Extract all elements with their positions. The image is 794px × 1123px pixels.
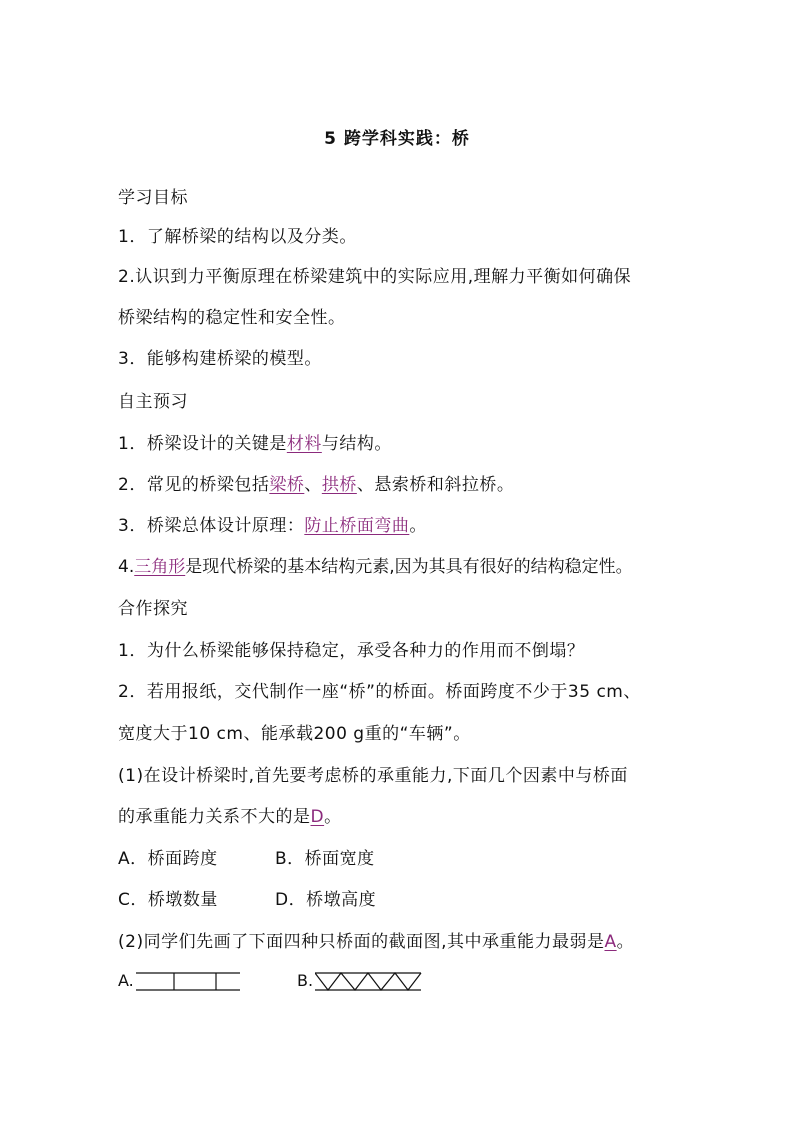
options-row-1 xyxy=(118,847,698,871)
explore-sub1-line1: (1)在设计桥梁时,首先要考虑桥的承重能力,下面几个因素中与桥面 xyxy=(118,766,628,786)
q2-separator: 、 xyxy=(304,475,322,495)
sub1-suffix: 。 xyxy=(324,807,342,827)
preview-q3 xyxy=(118,514,698,538)
explore-q2-line2: 宽度大于10 cm、能承载200 g重的“车辆”。 xyxy=(118,724,471,744)
goal-item-3: 3．能够构建桥梁的模型。 xyxy=(118,349,322,369)
explore-heading: 合作探究 xyxy=(118,599,188,619)
q1-answer-materials: 材料 xyxy=(286,434,322,454)
preview-q1 xyxy=(118,432,698,456)
option-b: B．桥面宽度 xyxy=(275,849,375,869)
flat-deck-cross-section-figure xyxy=(136,972,242,992)
option-c: C．桥墩数量 xyxy=(118,890,218,910)
goal-item-2-cont: 桥梁结构的稳定性和安全性。 xyxy=(118,308,346,328)
q3-suffix: 。 xyxy=(409,516,427,536)
q4-suffix: 是现代桥梁的基本结构元素,因为其具有很好的结构稳定性。 xyxy=(185,557,633,577)
figure-a-label: A. xyxy=(118,971,134,990)
preview-heading: 自主预习 xyxy=(118,392,188,412)
option-a: A．桥面跨度 xyxy=(118,849,218,869)
explore-sub1-line2 xyxy=(118,805,698,829)
q4-answer-triangle: 三角形 xyxy=(134,557,186,577)
q2-suffix: 、悬索桥和斜拉桥。 xyxy=(356,475,515,495)
option-d: D．桥墩高度 xyxy=(275,890,377,910)
options-row-2 xyxy=(118,888,698,912)
preview-q4 xyxy=(118,555,698,579)
q3-answer: 防止桥面弯曲 xyxy=(304,516,410,536)
sub2-answer: A xyxy=(604,932,617,952)
goal-item-1: 1．了解桥梁的结构以及分类。 xyxy=(118,227,357,247)
truss-deck-cross-section-figure xyxy=(315,972,423,992)
figure-b-label: B. xyxy=(297,971,314,990)
goal-item-2: 2.认识到力平衡原理在桥梁建筑中的实际应用,理解力平衡如何确保 xyxy=(118,267,632,287)
sub2-suffix: 。 xyxy=(616,932,635,952)
sub1-answer: D xyxy=(310,807,325,827)
q2-answer-beam-bridge: 梁桥 xyxy=(269,475,305,495)
q2-prefix: 2．常见的桥梁包括 xyxy=(118,475,270,495)
sub1-prefix: 的承重能力关系不大的是 xyxy=(118,807,311,827)
q3-prefix: 3．桥梁总体设计原理： xyxy=(118,516,305,536)
q4-prefix: 4. xyxy=(118,557,135,577)
q1-prefix: 1．桥梁设计的关键是 xyxy=(118,434,287,454)
cross-section-figures xyxy=(118,968,518,998)
q1-suffix: 与结构。 xyxy=(321,434,392,454)
explore-sub2 xyxy=(118,930,698,954)
goals-heading: 学习目标 xyxy=(118,188,188,208)
sub2-prefix: (2)同学们先画了下面四种只桥面的截面图,其中承重能力最弱是 xyxy=(118,932,605,952)
page-title: 5 跨学科实践：桥 xyxy=(324,129,470,149)
explore-q2-line1: 2．若用报纸，交代制作一座“桥”的桥面。桥面跨度不少于35 cm、 xyxy=(118,682,641,702)
preview-q2 xyxy=(118,473,698,497)
q2-answer-arch-bridge: 拱桥 xyxy=(321,475,357,495)
explore-q1: 1．为什么桥梁能够保持稳定，承受各种力的作用而不倒塌？ xyxy=(118,641,585,661)
